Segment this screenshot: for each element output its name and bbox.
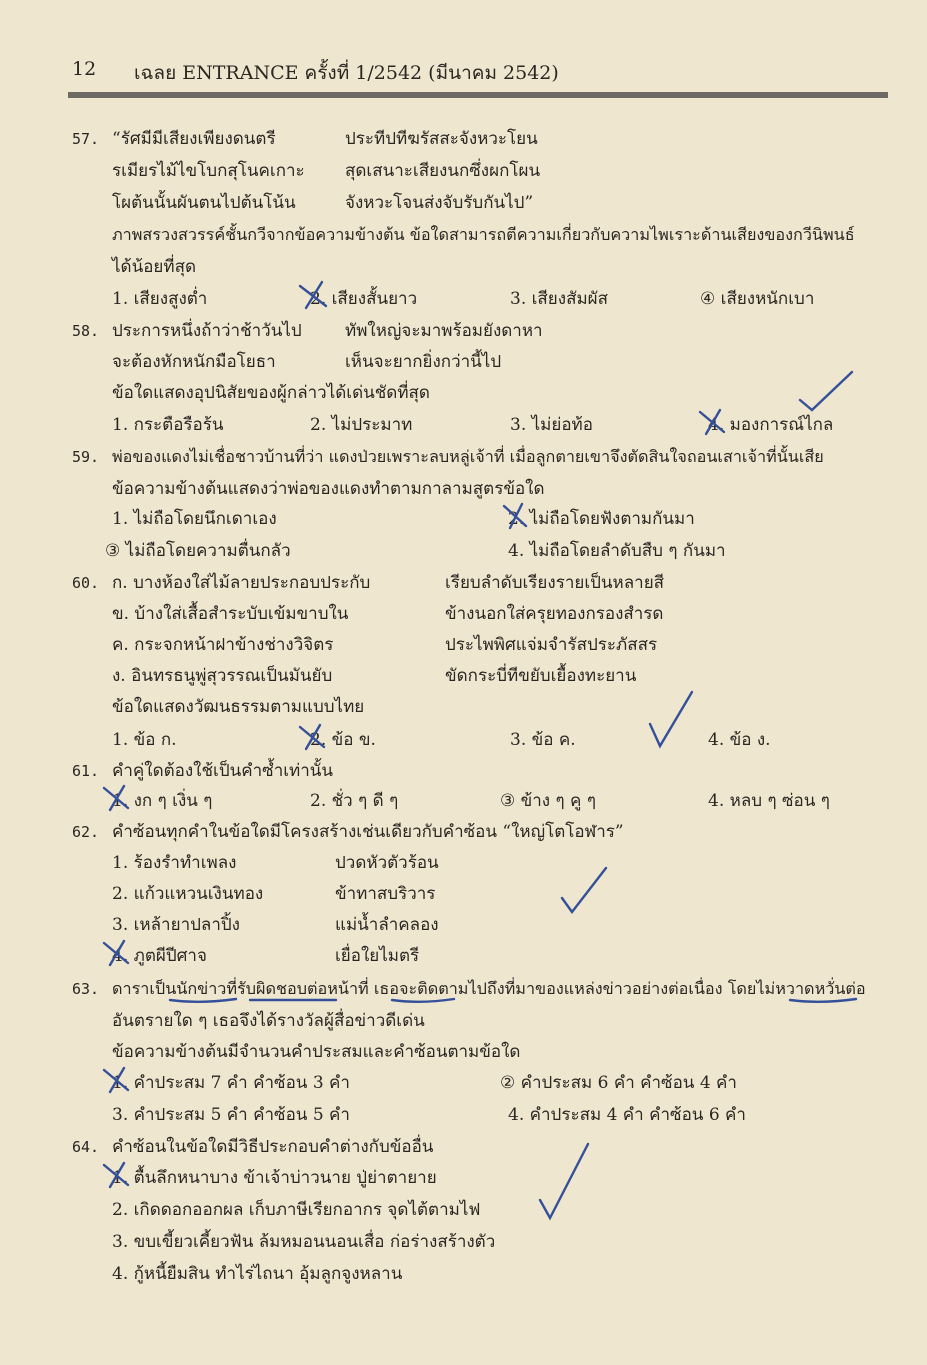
q58-prompt: ข้อใดแสดงอุปนิสัยของผู้กล่าวได้เด่นชัดที่สุด	[112, 383, 430, 403]
q57-verse-2b: สุดเสนาะเสียงนกซึ่งผกโผน	[345, 161, 541, 181]
q64-choice-2: 2. เกิดดอกออกผล เก็บภาษีเรียกอากร จุดไต้ตามไฟ	[112, 1200, 481, 1220]
q61-choice-2: 2. ชั่ว ๆ ดี ๆ	[310, 791, 399, 811]
q63-prompt-3: ข้อความข้างต้นมีจำนวนคำประสมและคำซ้อนตามข้อใด	[112, 1042, 521, 1062]
q62-checkmark	[562, 868, 606, 912]
page-title: เฉลย ENTRANCE ครั้งที่ 1/2542 (มีนาคม 2542)	[134, 62, 559, 84]
q60-prompt: ข้อใดแสดงวัฒนธรรมตามแบบไทย	[112, 697, 365, 717]
q58-choice-4: 4. มองการณ์ไกล	[708, 415, 834, 435]
q60-verse-3b: ประไพพิศแจ่มจำรัสประภัสสร	[445, 635, 658, 655]
q62-choice-3a: 3. เหล้ายาปลาปิ้ง	[112, 915, 240, 935]
q60-choice-2: 2. ข้อ ข.	[310, 730, 376, 750]
q59-choice-2: 2. ไม่ถือโดยฟังตามกันมา	[508, 509, 695, 529]
q63-strike-mark	[104, 1068, 128, 1092]
q63-choice-1: 1. คำประสม 7 คำ คำซ้อน 3 คำ	[112, 1073, 350, 1093]
q62-choice-2a: 2. แก้วแหวนเงินทอง	[112, 884, 264, 904]
q64-prompt: คำซ้อนในข้อใดมีวิธีประกอบคำต่างกับข้ออื่น	[112, 1137, 434, 1157]
q61-choice-3: ③ ข้าง ๆ คู ๆ	[500, 791, 596, 811]
q64-strike-mark	[104, 1163, 128, 1187]
q61-strike-mark	[104, 786, 128, 810]
q60-verse-4b: ขัดกระบี่ทีขยับเยื้องทะยาน	[445, 666, 637, 686]
q60-verse-2b: ข้างนอกใส่ครุยทองกรองสำรด	[445, 604, 664, 624]
q58-verse-2b: เห็นจะยากยิ่งกว่านี้ไป	[345, 352, 502, 372]
q57-verse-1a: “รัศมีมีเสียงเพียงดนตรี	[112, 129, 276, 149]
q60-choice-4: 4. ข้อ ง.	[708, 730, 771, 750]
question-number-62: 62.	[72, 823, 100, 841]
q62-strike-mark	[104, 941, 128, 965]
q61-choice-4: 4. หลบ ๆ ซ่อน ๆ	[708, 791, 830, 811]
q59-prompt-1: พ่อของแดงไม่เชื่อชาวบ้านที่ว่า แดงป่วยเพราะลบหลู่เจ้าที่ เมื่อลูกตายเขาจึงตัดสินใจถอนเสาเจ้าที่นั้นเสีย	[112, 447, 824, 466]
q58-choice-1: 1. กระตือรือร้น	[112, 415, 224, 435]
q63-choice-3: 3. คำประสม 5 คำ คำซ้อน 5 คำ	[112, 1105, 350, 1125]
q58-choice-3: 3. ไม่ย่อท้อ	[510, 415, 593, 435]
q62-choice-4b: เยื่อใยไมตรี	[335, 946, 420, 966]
q59-choice-1: 1. ไม่ถือโดยนึกเดาเอง	[112, 509, 277, 529]
question-number-57: 57.	[72, 130, 100, 148]
q59-prompt-2: ข้อความข้างต้นแสดงว่าพ่อของแดงทำตามกาลามสูตรข้อใด	[112, 479, 545, 499]
q58-checkmark	[800, 372, 852, 410]
q63-underline-1	[170, 999, 856, 1002]
question-number-58: 58.	[72, 322, 100, 340]
q57-strike-mark	[300, 282, 326, 308]
q63-choice-4: 4. คำประสม 4 คำ คำซ้อน 6 คำ	[508, 1105, 746, 1125]
question-number-64: 64.	[72, 1138, 100, 1156]
q57-prompt-1: ภาพสรวงสวรรค์ชั้นกวีจากข้อความข้างต้น ข้อใดสามารถตีความเกี่ยวกับความไพเราะด้านเสียงของกวีนิพนธ์	[112, 225, 855, 244]
q60-verse-1b: เรียบลำดับเรียงรายเป็นหลายสี	[445, 573, 665, 593]
q58-verse-1a: ประการหนึ่งถ้าว่าช้าวันไป	[112, 321, 302, 341]
q58-verse-2a: จะต้องหักหนักมือโยธา	[112, 352, 276, 372]
q57-choice-1: 1. เสียงสูงต่ำ	[112, 289, 208, 309]
question-number-59: 59.	[72, 448, 100, 466]
q62-choice-3b: แม่น้ำลำคลอง	[335, 915, 439, 935]
q62-choice-1a: 1. ร้องรำทำเพลง	[112, 853, 237, 873]
q63-prompt-2: อันตรายใด ๆ เธอจึงได้รางวัลผู้สื่อข่าวดีเด่น	[112, 1011, 425, 1031]
question-number-60: 60.	[72, 574, 100, 592]
q60-verse-1a: ก. บางห้องใส่ไม้ลายประกอบประกับ	[112, 573, 371, 593]
question-number-61: 61.	[72, 762, 100, 780]
q61-prompt: คำคู่ใดต้องใช้เป็นคำซ้ำเท่านั้น	[112, 761, 334, 781]
q64-choice-1: 1. ตื้นลึกหนาบาง ข้าเจ้าบ่าวนาย ปู่ย่าตายาย	[112, 1168, 437, 1188]
q64-choice-4: 4. กู้หนี้ยืมสิน ทำไร่ไถนา อุ้มลูกจูงหลาน	[112, 1264, 403, 1284]
q59-strike-mark	[504, 504, 526, 528]
q63-choice-2: ② คำประสม 6 คำ คำซ้อน 4 คำ	[500, 1073, 737, 1093]
q62-prompt: คำซ้อนทุกคำในข้อใดมีโครงสร้างเช่นเดียวกับคำซ้อน “ใหญ่โตโอฬาร”	[112, 822, 624, 842]
q57-verse-3a: โผต้นนั้นผันตนไปต้นโน้น	[112, 193, 296, 213]
q57-verse-1b: ประทีปทีฆรัสสะจังหวะโยน	[345, 129, 538, 149]
q60-choice-1: 1. ข้อ ก.	[112, 730, 177, 750]
q63-prompt-1: ดาราเป็นนักข่าวที่รับผิดชอบต่อหน้าที่ เธอจะติดตามไปถึงที่มาของแหล่งข่าวอย่างต่อเนื่อง โดยไม่หวาดหวั่นต่อ	[112, 979, 866, 998]
q60-verse-2a: ข. บ้างใส่เสื้อสำระบับเข้มขาบใน	[112, 604, 349, 624]
q62-choice-1b: ปวดหัวตัวร้อน	[335, 853, 439, 873]
q59-choice-4: 4. ไม่ถือโดยลำดับสืบ ๆ กันมา	[508, 541, 726, 561]
q62-choice-4a: 4. ภูตผีปีศาจ	[112, 946, 207, 966]
q64-checkmark	[540, 1144, 588, 1218]
q57-verse-3b: จังหวะโจนส่งจับรับกันไป”	[345, 193, 534, 213]
q57-prompt-2: ได้น้อยที่สุด	[112, 257, 197, 277]
q57-choice-2: 2. เสียงสั้นยาว	[310, 289, 418, 309]
q64-choice-3: 3. ขบเขี้ยวเคี้ยวฟัน ล้มหมอนนอนเสื่อ ก่อร่างสร้างตัว	[112, 1232, 496, 1252]
q57-verse-2a: รเมียรไม้ไขโบกสุโนคเกาะ	[112, 161, 305, 181]
q58-verse-1b: ทัพใหญ่จะมาพร้อมยังดาหา	[345, 321, 543, 341]
q58-strike-mark	[700, 410, 724, 434]
page-number: 12	[72, 58, 97, 80]
q60-strike-mark	[300, 725, 324, 749]
q60-choice-3: 3. ข้อ ค.	[510, 730, 576, 750]
q61-choice-1: 1. งก ๆ เงิ่น ๆ	[112, 791, 213, 811]
q58-choice-2: 2. ไม่ประมาท	[310, 415, 413, 435]
q57-choice-4: ④ เสียงหนักเบา	[700, 289, 815, 309]
q60-verse-3a: ค. กระจกหน้าฝาข้างช่างวิจิตร	[112, 635, 334, 655]
q62-choice-2b: ข้าทาสบริวาร	[335, 884, 436, 904]
q60-checkmark	[650, 692, 692, 746]
q60-verse-4a: ง. อินทรธนูพู่สุวรรณเป็นมันยับ	[112, 666, 333, 686]
question-number-63: 63.	[72, 980, 100, 998]
q57-choice-3: 3. เสียงสัมผัส	[510, 289, 608, 309]
q59-choice-3: ③ ไม่ถือโดยความตื่นกลัว	[105, 541, 291, 561]
